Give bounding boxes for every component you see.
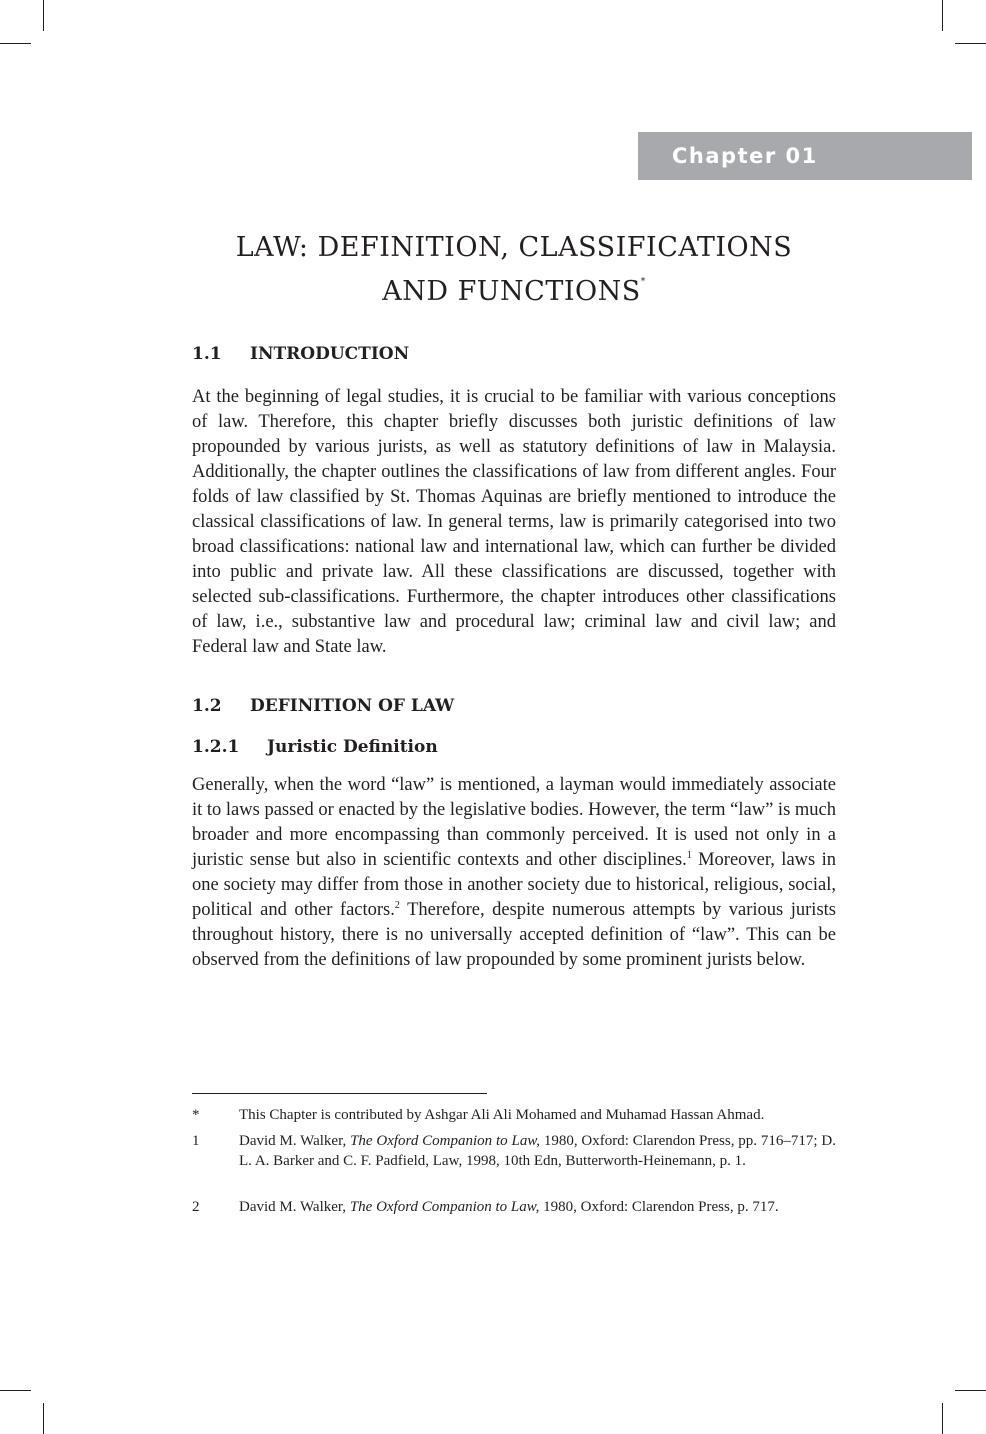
footnote-mark: 1 (192, 1133, 200, 1149)
footnote-text: This Chapter is contributed by Ashgar Ali Ali Mohamed and Muhamad Hassan Ahmad. (239, 1107, 765, 1123)
section-heading-definition-of-law (192, 696, 836, 716)
juristic-definition-paragraph (192, 773, 836, 973)
paragraph-text: Therefore, despite numerous attempts by various jurists throughout history, there is no universally accepted definition of “law”. This can be observed from the definitions of law propounded by some prominent jurists below. (192, 900, 836, 970)
chapter-title (192, 230, 836, 309)
footnote-text (239, 1197, 836, 1217)
chapter-title-line-1: LAW: DEFINITION, CLASSIFICATIONS (235, 232, 793, 263)
section-title: INTRODUCTION (250, 344, 410, 364)
crop-mark-bottom-left-horizontal (0, 1390, 31, 1391)
section-heading-introduction (192, 344, 836, 364)
footnote-2 (192, 1197, 836, 1217)
footnote-mark: * (192, 1107, 200, 1123)
crop-mark-top-right-vertical (942, 0, 943, 31)
subsection-title: Juristic Definition (267, 737, 438, 757)
footnote-details: 1980, Oxford: Clarendon Press, p. 717. (539, 1199, 779, 1215)
footnote-book-title: The Oxford Companion to Law, (349, 1199, 540, 1215)
footnote-star (192, 1105, 836, 1125)
crop-mark-top-left-vertical (43, 0, 44, 31)
footnote-ref-1: 1 (686, 850, 692, 861)
section-number: 1.2 (192, 696, 222, 716)
footnote-mark: 2 (192, 1199, 200, 1215)
footnote-author: David M. Walker, (239, 1133, 351, 1149)
crop-mark-top-right-horizontal (955, 43, 986, 44)
footnote-details: 1980, Oxford: Clarendon Press, pp. 716–717; D. L. A. Barker and C. F. Padfield, Law, 1998, 10th Edn, Butterworth-Heinemann, p. 1. (239, 1133, 836, 1169)
crop-mark-bottom-right-horizontal (955, 1390, 986, 1391)
crop-mark-bottom-left-vertical (43, 1403, 44, 1434)
introduction-paragraph: At the beginning of legal studies, it is crucial to be familiar with various conceptions of law. Therefore, this chapter briefly discusses both juristic definitions of law propounded by various jurists, as well as statutory definitions of law in Malaysia. Additionally, the chapter outlines the classifications of law from different angles. Four folds of law classified by St. Thomas Aquinas are briefly mentioned to introduce the classical classifications of law. In general terms, law is primarily categorised into two broad classifications: national law and international law, which can further be divided into public and private law. All these classifications are discussed, together with selected sub-classifications. Furthermore, the chapter introduces other classifications of law, i.e., substantive law and procedural law; criminal law and civil law; and Federal law and State law. (192, 387, 836, 657)
crop-mark-bottom-right-vertical (942, 1403, 943, 1434)
paragraph-text: Generally, when the word “law” is mentioned, a layman would immediately associate it to laws passed or enacted by the legislative bodies. However, the term “law” is much broader and more encompassing than commonly perceived. It is used not only in a juristic sense but also in scientific contexts and other disciplines. (192, 775, 836, 870)
subsection-number: 1.2.1 (192, 737, 240, 757)
footnote-author: David M. Walker, (239, 1199, 350, 1215)
crop-mark-top-left-horizontal (0, 43, 31, 44)
paragraph-text: Moreover, laws in one society may differ from those in another society due to historical, religious, social, political and other factors. (192, 850, 836, 920)
footnote-1 (192, 1131, 836, 1171)
footnote-divider (192, 1093, 487, 1094)
chapter-title-line-2 (192, 265, 836, 309)
subsection-heading-juristic-definition (192, 737, 836, 757)
footnote-ref-2: 2 (394, 900, 400, 911)
chapter-label: Chapter 01 (638, 132, 972, 180)
section-title: DEFINITION OF LAW (250, 696, 455, 716)
footnote-text (239, 1131, 836, 1171)
title-footnote-marker: * (640, 277, 646, 287)
section-number: 1.1 (192, 344, 222, 364)
chapter-title-line-2-text: AND FUNCTIONS (382, 276, 641, 307)
footnote-book-title: The Oxford Companion to Law, (350, 1133, 540, 1149)
